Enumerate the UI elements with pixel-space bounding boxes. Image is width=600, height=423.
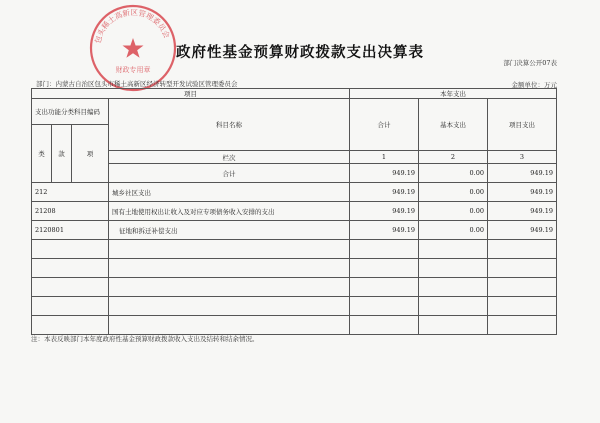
- empty-row: [32, 278, 557, 297]
- row-code: 2120801: [32, 221, 109, 240]
- header-kuan: 款: [52, 125, 72, 183]
- page-title: 政府性基金预算财政拨款支出决算表: [176, 44, 424, 61]
- table-row: [32, 221, 557, 240]
- sum-label: 合计: [109, 164, 350, 183]
- header-func-code: 支出功能分类科目编码: [32, 99, 109, 125]
- col-index-1: 1: [350, 151, 419, 164]
- table-row: [32, 202, 557, 221]
- sum-basic: 0.00: [419, 164, 488, 183]
- department-label: 部门：内蒙古自治区包头市稀土高新区经济转型开发试验区管理委员会: [36, 80, 238, 88]
- row-project: 949.19: [488, 183, 557, 202]
- budget-table: [31, 88, 557, 335]
- empty-row: [32, 240, 557, 259]
- sum-total: 949.19: [350, 164, 419, 183]
- svg-text:财政专用章: 财政专用章: [115, 66, 151, 74]
- empty-row: [32, 259, 557, 278]
- row-basic: 0.00: [419, 202, 488, 221]
- row-total: 949.19: [350, 183, 419, 202]
- col-index-3: 3: [488, 151, 557, 164]
- header-subject: 科目名称: [109, 99, 350, 151]
- sum-project: 949.19: [488, 164, 557, 183]
- row-basic: 0.00: [419, 183, 488, 202]
- header-lanci: 栏次: [109, 151, 350, 164]
- header-lei: 类: [32, 125, 52, 183]
- header-project: 项目支出: [488, 99, 557, 151]
- svg-text:包头稀土高新区管理委员会: 包头稀土高新区管理委员会: [93, 7, 172, 45]
- row-project: 949.19: [488, 202, 557, 221]
- footnote: 注：本表反映部门本年度政府性基金预算财政拨款收入支出及结转和结余情况。: [31, 335, 259, 343]
- table-row: [32, 183, 557, 202]
- row-total: 949.19: [350, 221, 419, 240]
- row-name: 征地和拆迁补偿支出: [109, 221, 350, 240]
- header-total: 合计: [350, 99, 419, 151]
- row-name: 城乡社区支出: [109, 183, 350, 202]
- row-name: 国有土地使用权出让收入及对应专项债务收入安排的支出: [109, 202, 350, 221]
- form-number: 部门决算公开07表: [503, 59, 557, 67]
- amount-unit: 金额单位：万元: [511, 81, 557, 89]
- row-code: 212: [32, 183, 109, 202]
- empty-row: [32, 316, 557, 335]
- header-xiang: 项: [72, 125, 109, 183]
- header-item: 项目: [32, 89, 350, 99]
- header-year-expense: 本年支出: [350, 89, 557, 99]
- row-code: 21208: [32, 202, 109, 221]
- header-basic: 基本支出: [419, 99, 488, 151]
- row-total: 949.19: [350, 202, 419, 221]
- empty-row: [32, 297, 557, 316]
- row-basic: 0.00: [419, 221, 488, 240]
- row-project: 949.19: [488, 221, 557, 240]
- col-index-2: 2: [419, 151, 488, 164]
